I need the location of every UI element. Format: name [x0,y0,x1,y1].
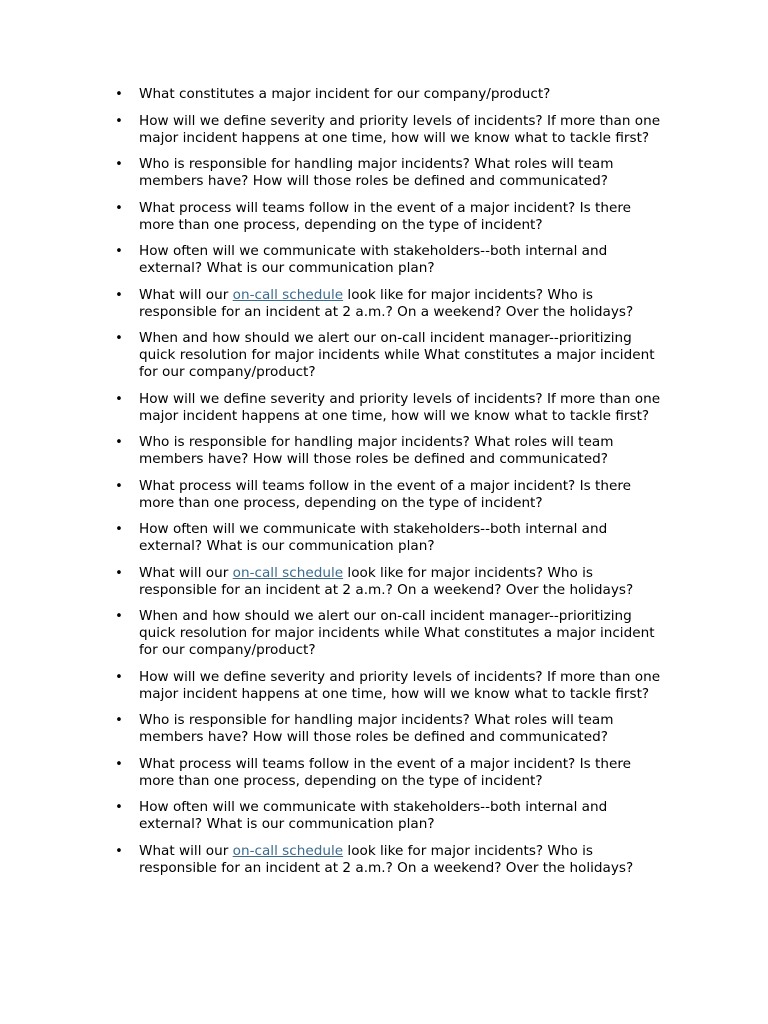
list-item-text: Who is responsible for handling major incidents? What roles will team members have? How will those roles be defined and communicated? [139,156,614,189]
list-item [101,521,669,555]
list-item [101,843,669,877]
bullet-icon: • [115,609,123,624]
list-item [101,669,669,703]
bullet-icon: • [115,244,123,259]
list-item [101,391,669,425]
list-item [101,478,669,512]
text-after-link: look like for major incidents? Who is responsible for an incident at 2 a.m.? On a weekend? Over the holidays? [139,842,634,876]
list-item [101,608,669,659]
list-item [101,330,669,381]
list-item-text: How will we define severity and priority levels of incidents? If more than one major incident happens at one time, how will we know what to tackle first? [139,390,661,424]
list-item-text: Who is responsible for handling major incidents? What roles will team members have? How will those roles be defined and communicated? [139,712,614,745]
list-item [101,799,669,833]
bullet-icon: • [115,565,123,581]
bullet-icon: • [115,391,123,407]
text-after-link: look like for major incidents? Who is responsible for an incident at 2 a.m.? On a weekend? Over the holidays? [139,564,634,598]
list-item [101,113,669,147]
on-call-schedule-link[interactable]: on-call schedule [232,286,344,303]
list-item-text [139,843,669,877]
list-item-text: Who is responsible for handling major incidents? What roles will team members have? How will those roles be defined and communicated? [139,434,614,467]
text-after-link: look like for major incidents? Who is responsible for an incident at 2 a.m.? On a weekend? Over the holidays? [139,286,634,320]
list-item-text: When and how should we alert our on-call incident manager--prioritizing quick resolution for major incidents while What constitutes a major incident for our company/product? [139,330,655,380]
list-item-text: How often will we communicate with stakeholders--both internal and external? What is our communication plan? [139,243,608,276]
bullet-icon: • [115,200,123,216]
bullet-icon: • [115,435,123,450]
list-item [101,200,669,234]
on-call-schedule-link[interactable]: on-call schedule [232,842,344,859]
list-item [101,287,669,321]
bullet-icon: • [115,713,123,728]
list-item [101,156,669,190]
bullet-icon: • [115,87,123,102]
text-before-link: What will our [139,286,233,303]
bullet-icon: • [115,287,123,303]
bullet-icon: • [115,157,123,172]
list-item-text: What process will teams follow in the event of a major incident? Is there more than one process, depending on the type of incident? [139,199,631,233]
bullet-icon: • [115,843,123,859]
list-item-text: How will we define severity and priority levels of incidents? If more than one major incident happens at one time, how will we know what to tackle first? [139,668,661,702]
bullet-icon: • [115,331,123,346]
bullet-icon: • [115,113,123,129]
bullet-icon: • [115,800,123,815]
list-item [101,565,669,599]
list-item-text: How will we define severity and priority levels of incidents? If more than one major incident happens at one time, how will we know what to tackle first? [139,112,661,146]
list-item-text: What process will teams follow in the event of a major incident? Is there more than one process, depending on the type of incident? [139,477,631,511]
list-item-text [139,565,669,599]
list-item [101,243,669,277]
text-before-link: What will our [139,842,233,859]
bullet-list [101,86,669,886]
bullet-icon: • [115,522,123,537]
list-item-text: What constitutes a major incident for our company/product? [139,86,551,102]
text-before-link: What will our [139,564,233,581]
list-item [101,712,669,746]
bullet-icon: • [115,669,123,685]
list-item-text: How often will we communicate with stakeholders--both internal and external? What is our communication plan? [139,521,608,554]
list-item-text: How often will we communicate with stakeholders--both internal and external? What is our communication plan? [139,799,608,832]
bullet-icon: • [115,756,123,772]
bullet-icon: • [115,478,123,494]
list-item-text [139,287,669,321]
list-item-text: When and how should we alert our on-call incident manager--prioritizing quick resolution for major incidents while What constitutes a major incident for our company/product? [139,608,655,658]
on-call-schedule-link[interactable]: on-call schedule [232,564,344,581]
list-item-text: What process will teams follow in the event of a major incident? Is there more than one process, depending on the type of incident? [139,755,631,789]
list-item [101,434,669,468]
list-item [101,756,669,790]
list-item [101,86,669,103]
